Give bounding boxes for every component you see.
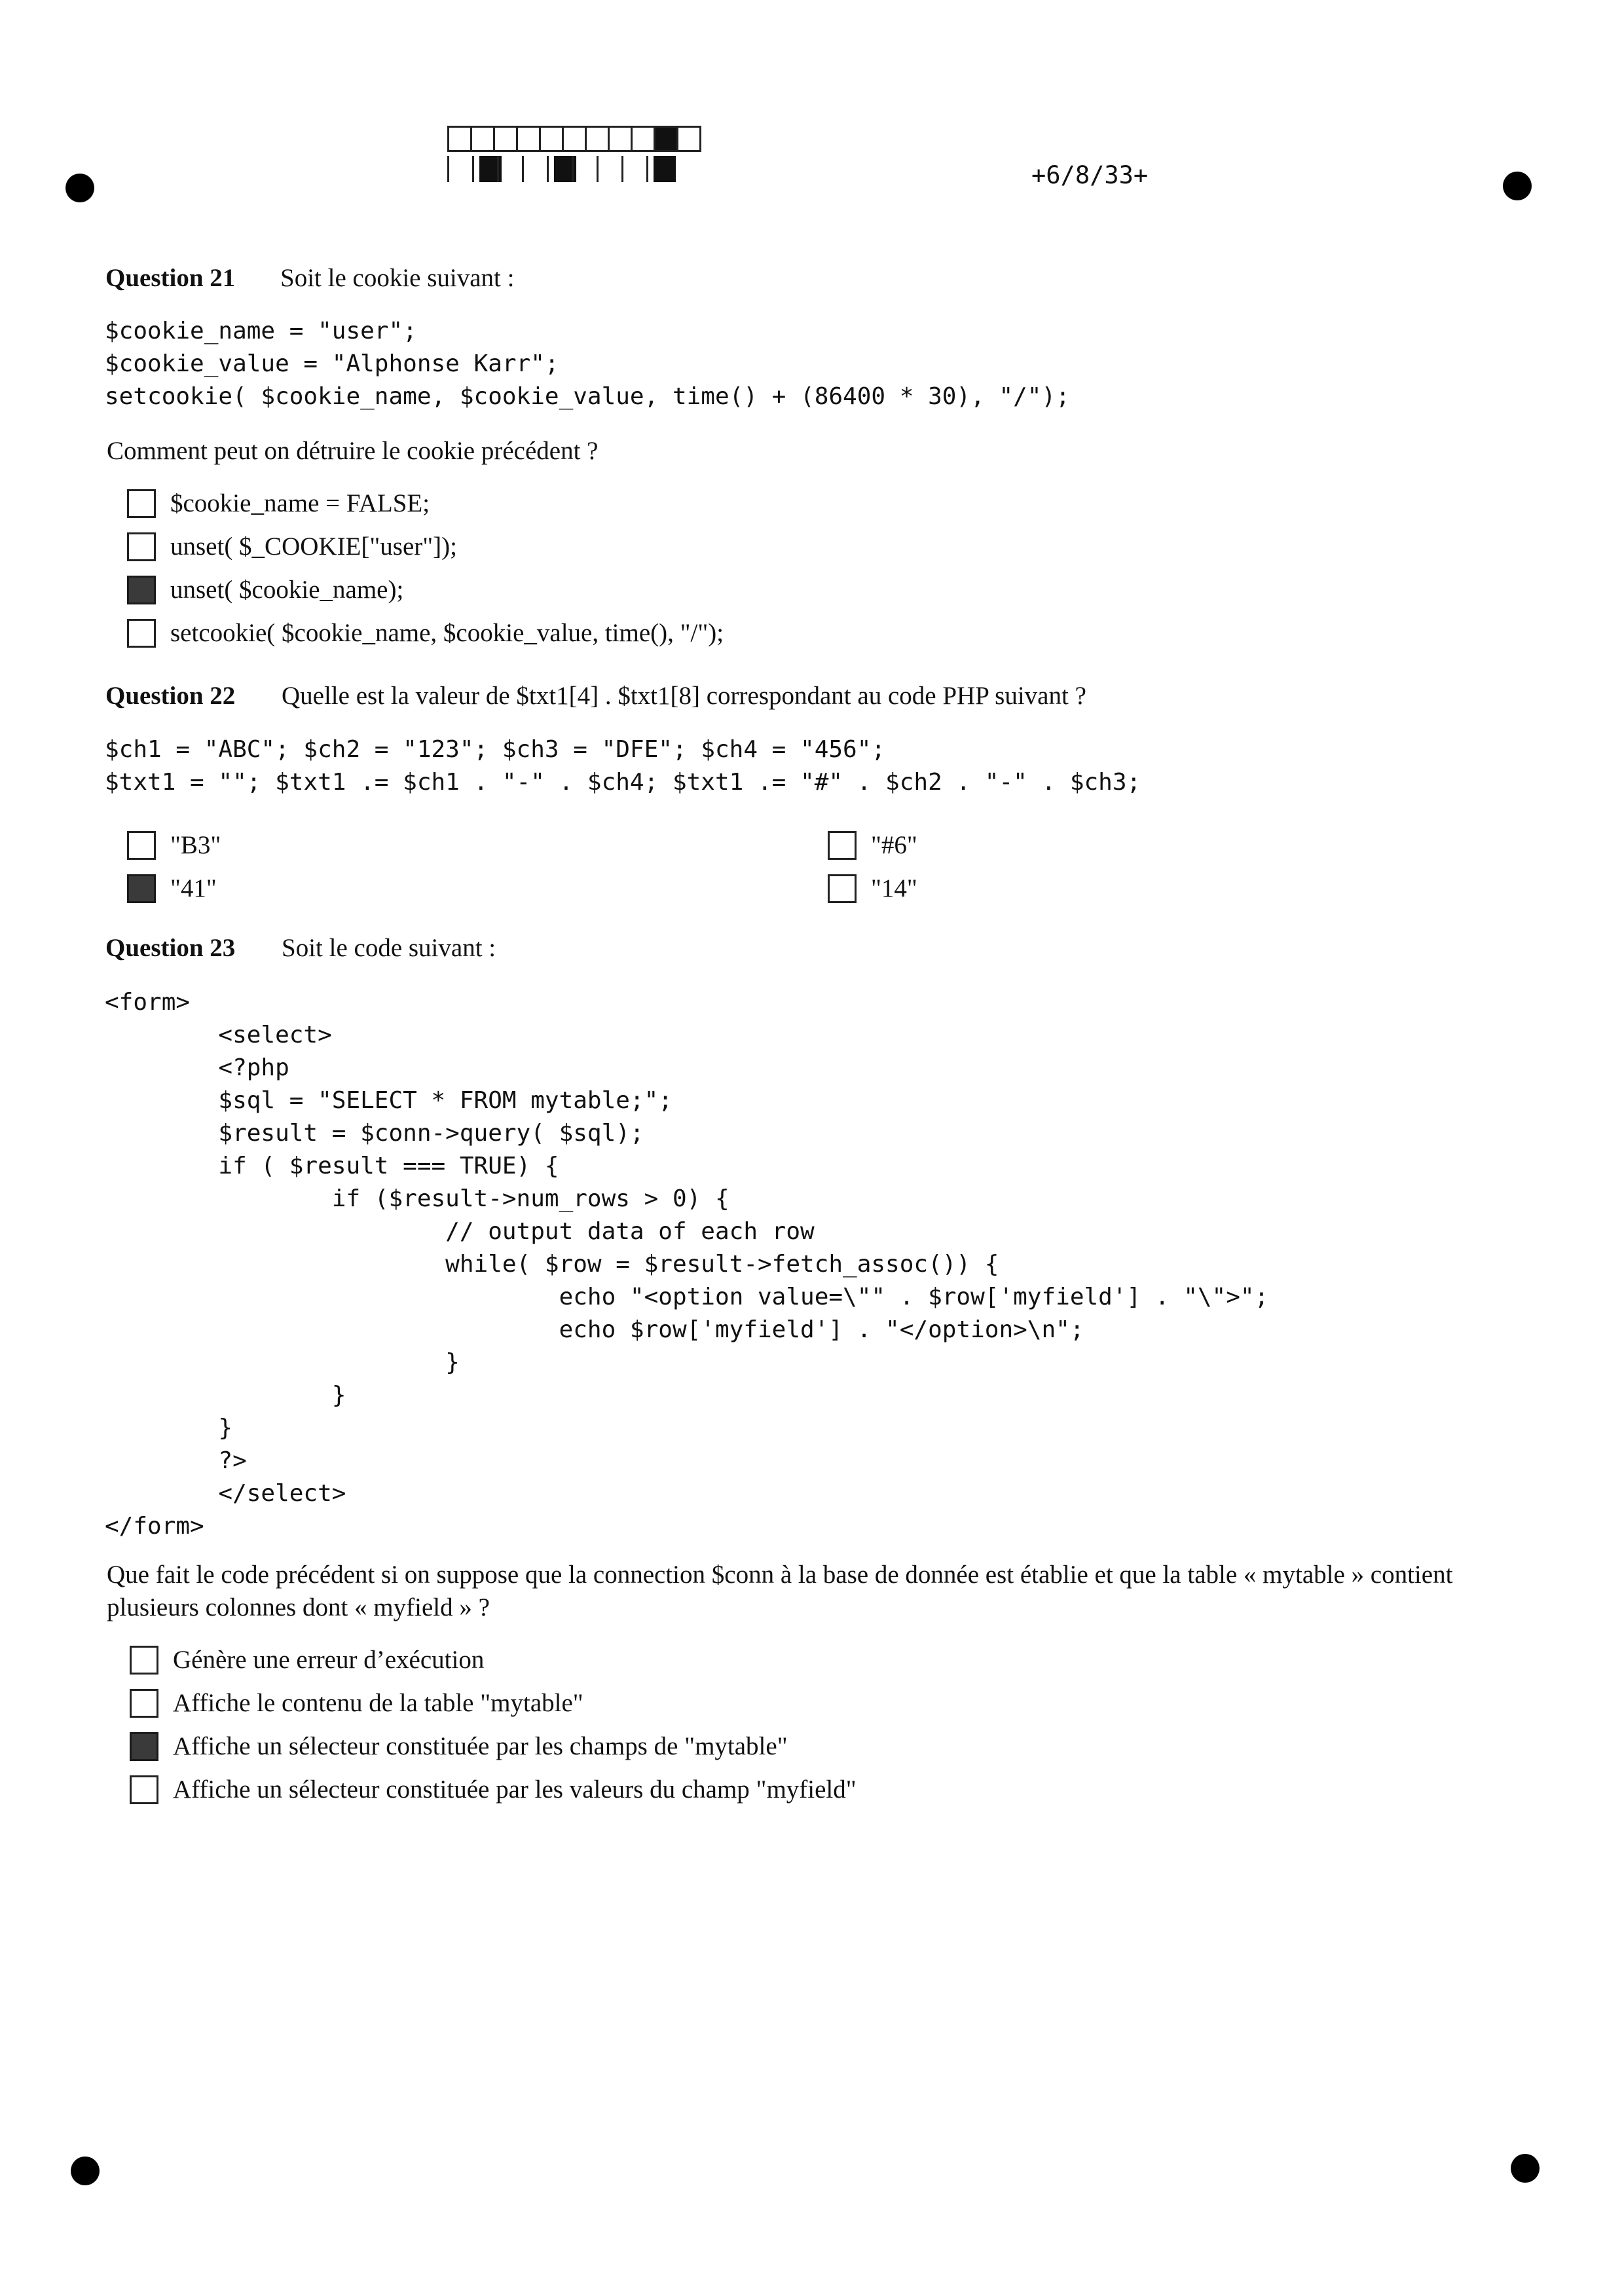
barcode-bottom-cell — [447, 156, 472, 182]
question-23-text: Soit le code suivant : — [282, 934, 496, 962]
registration-mark-bottom-right — [1511, 2154, 1540, 2183]
q22-option-4-label: "14" — [871, 874, 917, 902]
barcode-top-cell — [654, 126, 678, 152]
question-21-prompt: Comment peut on détruire le cookie précédent ? — [107, 437, 599, 465]
barcode-bottom-cell — [597, 156, 621, 182]
q21-option-3[interactable] — [127, 575, 403, 604]
barcode-top-cell — [608, 126, 633, 152]
q21-option-4-checkbox[interactable] — [127, 619, 156, 648]
q23-option-3-label: Affiche un sélecteur constituée par les champs de "mytable" — [173, 1732, 788, 1760]
question-22-label: Question 22 — [105, 682, 236, 710]
registration-mark-top-right — [1503, 172, 1532, 200]
barcode-row-top — [447, 126, 699, 152]
question-22-header — [105, 681, 235, 711]
q22-option-2-checkbox[interactable] — [828, 831, 857, 860]
question-23-label: Question 23 — [105, 934, 236, 962]
q22-option-4[interactable] — [828, 874, 917, 903]
question-22-text: Quelle est la valeur de $txt1[4] . $txt1[8] correspondant au code PHP suivant ? — [282, 682, 1086, 710]
q21-option-3-label: unset( $cookie_name); — [170, 576, 404, 604]
barcode-row-bottom — [447, 156, 699, 182]
q22-option-2-label: "#6" — [871, 831, 917, 859]
registration-mark-bottom-left — [71, 2157, 100, 2185]
q22-option-3-label: "41" — [170, 874, 217, 902]
q23-option-3-checkbox[interactable] — [130, 1732, 158, 1761]
barcode-top-cell — [676, 126, 701, 152]
q21-option-4-label: setcookie( $cookie_name, $cookie_value, time(), "/"); — [170, 619, 724, 647]
q22-option-1-label: "B3" — [170, 831, 221, 859]
barcode-top-cell — [562, 126, 587, 152]
barcode-top-cell — [447, 126, 472, 152]
q23-option-3[interactable] — [130, 1731, 788, 1761]
barcode-top-cell — [539, 126, 564, 152]
q22-option-3-checkbox[interactable] — [127, 874, 156, 903]
q23-option-1-checkbox[interactable] — [130, 1646, 158, 1675]
q21-option-2[interactable] — [127, 532, 457, 561]
q23-option-2[interactable] — [130, 1688, 583, 1718]
q22-option-3[interactable] — [127, 874, 217, 903]
question-21-label: Question 21 — [105, 264, 236, 292]
barcode-top-cell — [585, 126, 610, 152]
q23-option-1-label: Génère une erreur d’exécution — [173, 1646, 485, 1674]
barcode-bottom-cell — [472, 156, 497, 182]
barcode-bottom-cell — [646, 156, 671, 182]
question-21-code: $cookie_name = "user"; $cookie_value = "Alphonse Karr"; setcookie( $cookie_name, $cookie_value, time() + (86400 * 30), "/"); — [105, 318, 1070, 410]
question-21-header — [105, 263, 235, 293]
q23-option-4[interactable] — [130, 1775, 857, 1804]
q23-option-2-checkbox[interactable] — [130, 1689, 158, 1718]
q21-option-1-label: $cookie_name = FALSE; — [170, 489, 430, 517]
q23-option-4-checkbox[interactable] — [130, 1775, 158, 1804]
q23-option-2-label: Affiche le contenu de la table "mytable" — [173, 1689, 583, 1717]
q22-option-1-checkbox[interactable] — [127, 831, 156, 860]
barcode-top-cell — [516, 126, 541, 152]
q22-option-2[interactable] — [828, 830, 917, 860]
barcode-bottom-cell — [621, 156, 646, 182]
barcode-bottom-cell — [547, 156, 572, 182]
q22-option-1[interactable] — [127, 830, 221, 860]
question-23-code: <form> <select> <?php $sql = "SELECT * FROM mytable;"; $result = $conn->query( $sql); if ( $result === TRUE) { if ($result->num_rows > 0) { // output data of each row while( $row = $result->fetch_assoc()) { echo "<option value=\"" . $row['myfield'] . "\">"; echo $row['myfield'] . "</option>\n"; } } } ?> </select> </form> — [105, 989, 1269, 1540]
q23-option-4-label: Affiche un sélecteur constituée par les valeurs du champ "myfield" — [173, 1775, 857, 1804]
barcode-top-cell — [493, 126, 518, 152]
q21-option-3-checkbox[interactable] — [127, 576, 156, 604]
barcode-bottom-cell — [572, 156, 597, 182]
registration-mark-top-left — [65, 174, 94, 202]
barcode-top-cell — [631, 126, 655, 152]
question-23-prompt: Que fait le code précédent si on suppose que la connection $conn à la base de donnée est établie et que la table « mytable » contient plusieurs colonnes dont « myfield » ? — [107, 1561, 1453, 1621]
q23-option-1[interactable] — [130, 1645, 484, 1675]
q21-option-2-label: unset( $_COOKIE["user"]); — [170, 532, 457, 561]
question-21-text: Soit le cookie suivant : — [280, 264, 515, 292]
q22-option-4-checkbox[interactable] — [828, 874, 857, 903]
q21-option-2-checkbox[interactable] — [127, 532, 156, 561]
barcode-bottom-cell — [522, 156, 547, 182]
question-22-code: $ch1 = "ABC"; $ch2 = "123"; $ch3 = "DFE"; $ch4 = "456"; $txt1 = ""; $txt1 .= $ch1 . "-" . $ch4; $txt1 .= "#" . $ch2 . "-" . $ch3; — [105, 736, 1141, 796]
q21-option-1-checkbox[interactable] — [127, 489, 156, 518]
question-23-header — [105, 933, 235, 963]
barcode-bottom-cell — [497, 156, 522, 182]
q21-option-4[interactable] — [127, 618, 724, 648]
sheet-barcode — [447, 126, 699, 182]
q21-option-1[interactable] — [127, 489, 430, 518]
sheet-id: +6/8/33+ — [1031, 161, 1149, 189]
barcode-top-cell — [470, 126, 495, 152]
